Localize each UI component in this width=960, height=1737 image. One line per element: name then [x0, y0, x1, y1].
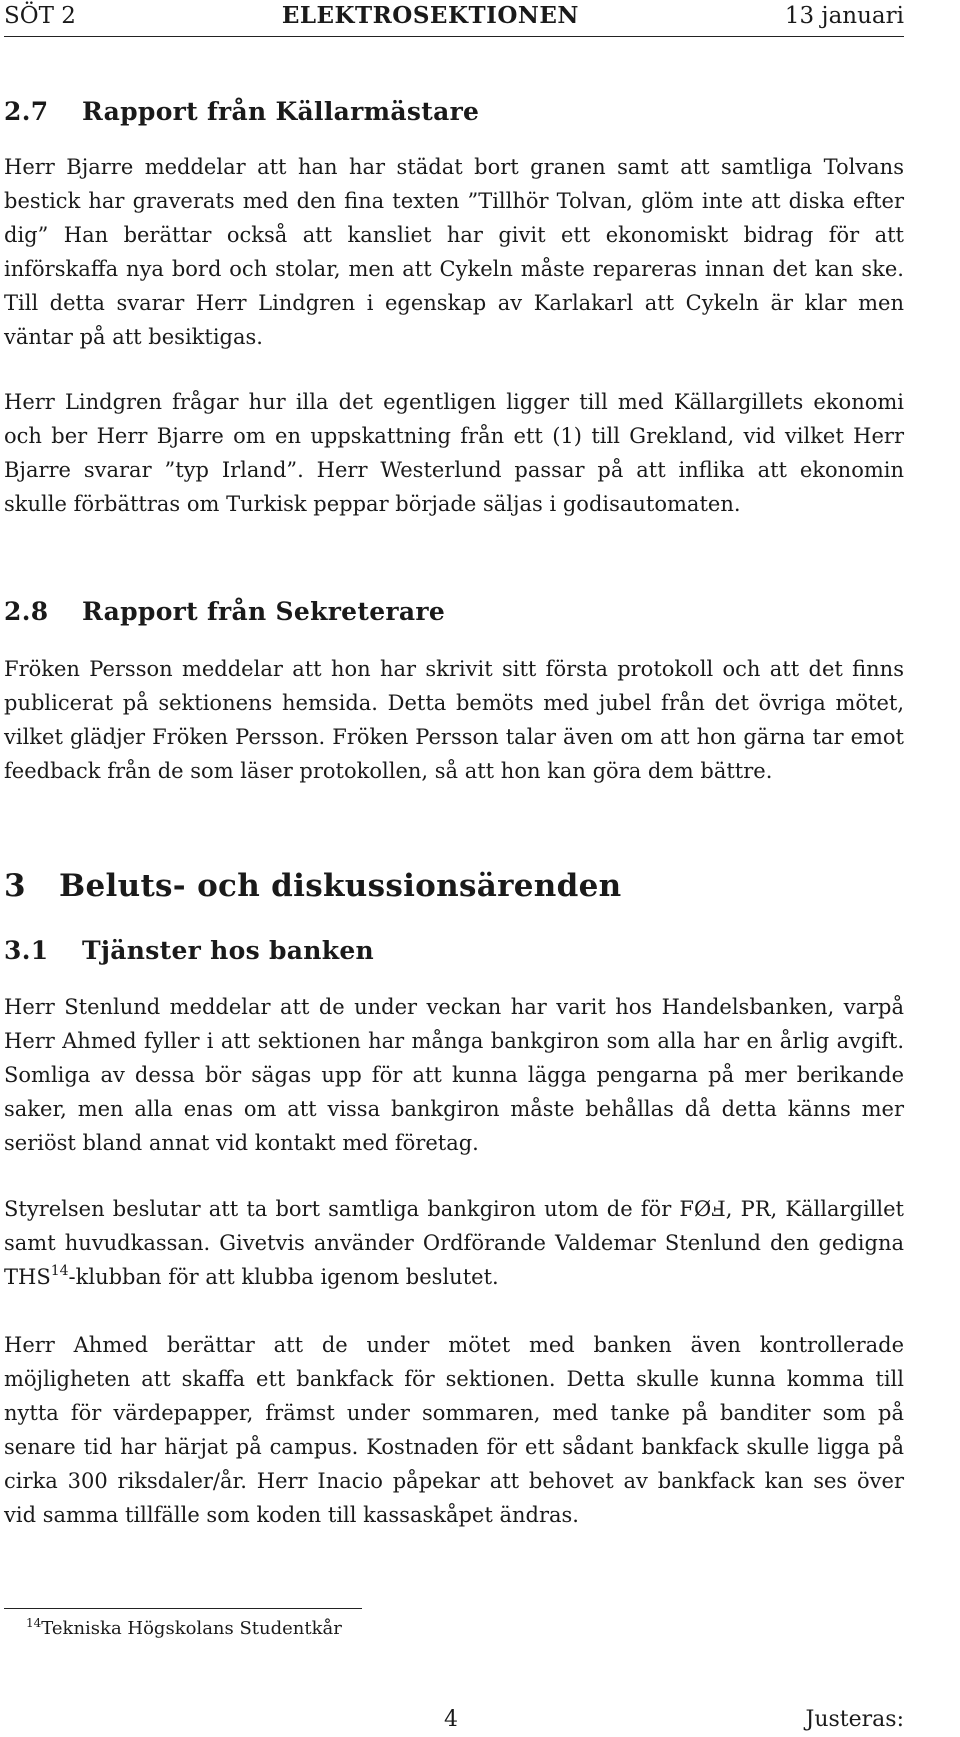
paragraph: Fröken Persson meddelar att hon har skrivit sitt första protokoll och att det finns publicerat på sektionens hemsida. Detta bemöts med jubel från det övriga mötet, vilket glädjer Fröken Persson. Fröken Persson talar även om att hon gärna tar emot feedback från de som läser protokollen, så att hon kan göra dem bättre. — [4, 657, 904, 783]
header-title: ELEKTROSEKTIONEN — [281, 2, 579, 29]
header-date: 13 januari — [784, 3, 904, 29]
section-title: Rapport från Sekreterare — [82, 597, 446, 626]
section-number: 2.8 — [4, 597, 49, 626]
section-title: Tjänster hos banken — [82, 936, 375, 965]
footnote — [26, 1616, 342, 1642]
running-header — [4, 2, 904, 32]
footnote-text: Tekniska Högskolans Studentkår — [41, 1618, 342, 1639]
paragraph: Herr Bjarre meddelar att han har städat bort granen samt att samtliga Tolvans bestick har graverats med den fina texten ”Tillhör Tolvan, glöm inte att diska efter dig” Han berättar också att kansliet har givit ett ekonomiskt bidrag för att införskaffa nya bord och stolar, men att Cykeln måste repareras innan det kan ske. Till detta svarar Herr Lindgren i egenskap av Karlakarl att Cykeln är klar men väntar på att besiktigas. — [4, 155, 904, 349]
section-heading-2-8 — [4, 597, 445, 626]
paragraph-with-footnote — [4, 1192, 904, 1294]
section-title: Beluts- och diskussionsärenden — [59, 868, 622, 904]
footnote-rule — [4, 1608, 362, 1609]
footnote-reference[interactable]: 14 — [50, 1263, 69, 1279]
paragraph: Herr Stenlund meddelar att de under veckan har varit hos Handelsbanken, varpå Herr Ahmed fyller i att sektionen har många bankgiron som alla har en årlig avgift. Somliga av dessa bör sägas upp för att kunna lägga pengarna på mer berikande saker, men alla enas om att vissa bankgiron måste behållas då detta känns mer seriöst bland annat vid kontakt med företag. — [4, 995, 904, 1155]
header-left: SÖT 2 — [4, 3, 76, 29]
section-heading-3 — [4, 868, 621, 904]
section-number: 3.1 — [4, 936, 49, 965]
footnote-mark: 14 — [26, 1616, 42, 1630]
paragraph: Herr Lindgren frågar hur illa det egentligen ligger till med Källargillets ekonomi och ber Herr Bjarre om en uppskattning från ett (1) till Grekland, vid vilket Herr Bjarre svarar ”typ Irland”. Herr Westerlund passar på att inflika att ekonomin skulle förbättras om Turkisk peppar började säljas i godisautomaten. — [4, 390, 904, 516]
footer-justeras: Justeras: — [805, 1707, 904, 1732]
section-title: Rapport från Källarmästare — [82, 97, 480, 126]
paragraph: Herr Ahmed berättar att de under mötet med banken även kontrollerade möjligheten att skaffa ett bankfack för sektionen. Detta skulle kunna komma till nytta för värdepapper, främst under sommaren, med tanke på banditer som på senare tid har härjat på campus. Kostnaden för ett sådant bankfack skulle ligga på cirka 300 riksdaler/år. Herr Inacio påpekar att behovet av bankfack kan ses över vid samma tillfälle som koden till kassaskåpet ändras. — [4, 1333, 904, 1527]
section-heading-3-1 — [4, 936, 374, 965]
paragraph-text: -klubban för att klubba igenom beslutet. — [68, 1265, 499, 1289]
section-heading-2-7 — [4, 97, 479, 126]
section-number: 3 — [4, 868, 26, 904]
section-number: 2.7 — [4, 97, 49, 126]
paragraph-text: Styrelsen beslutar att ta bort samtliga bankgiron utom de för FØℲ, PR, Källargillet samt huvudkassan. Givetvis använder Ordförande Valdemar Stenlund den gedigna THS — [4, 1197, 904, 1289]
header-rule — [4, 36, 904, 37]
page-number: 4 — [444, 1707, 458, 1732]
